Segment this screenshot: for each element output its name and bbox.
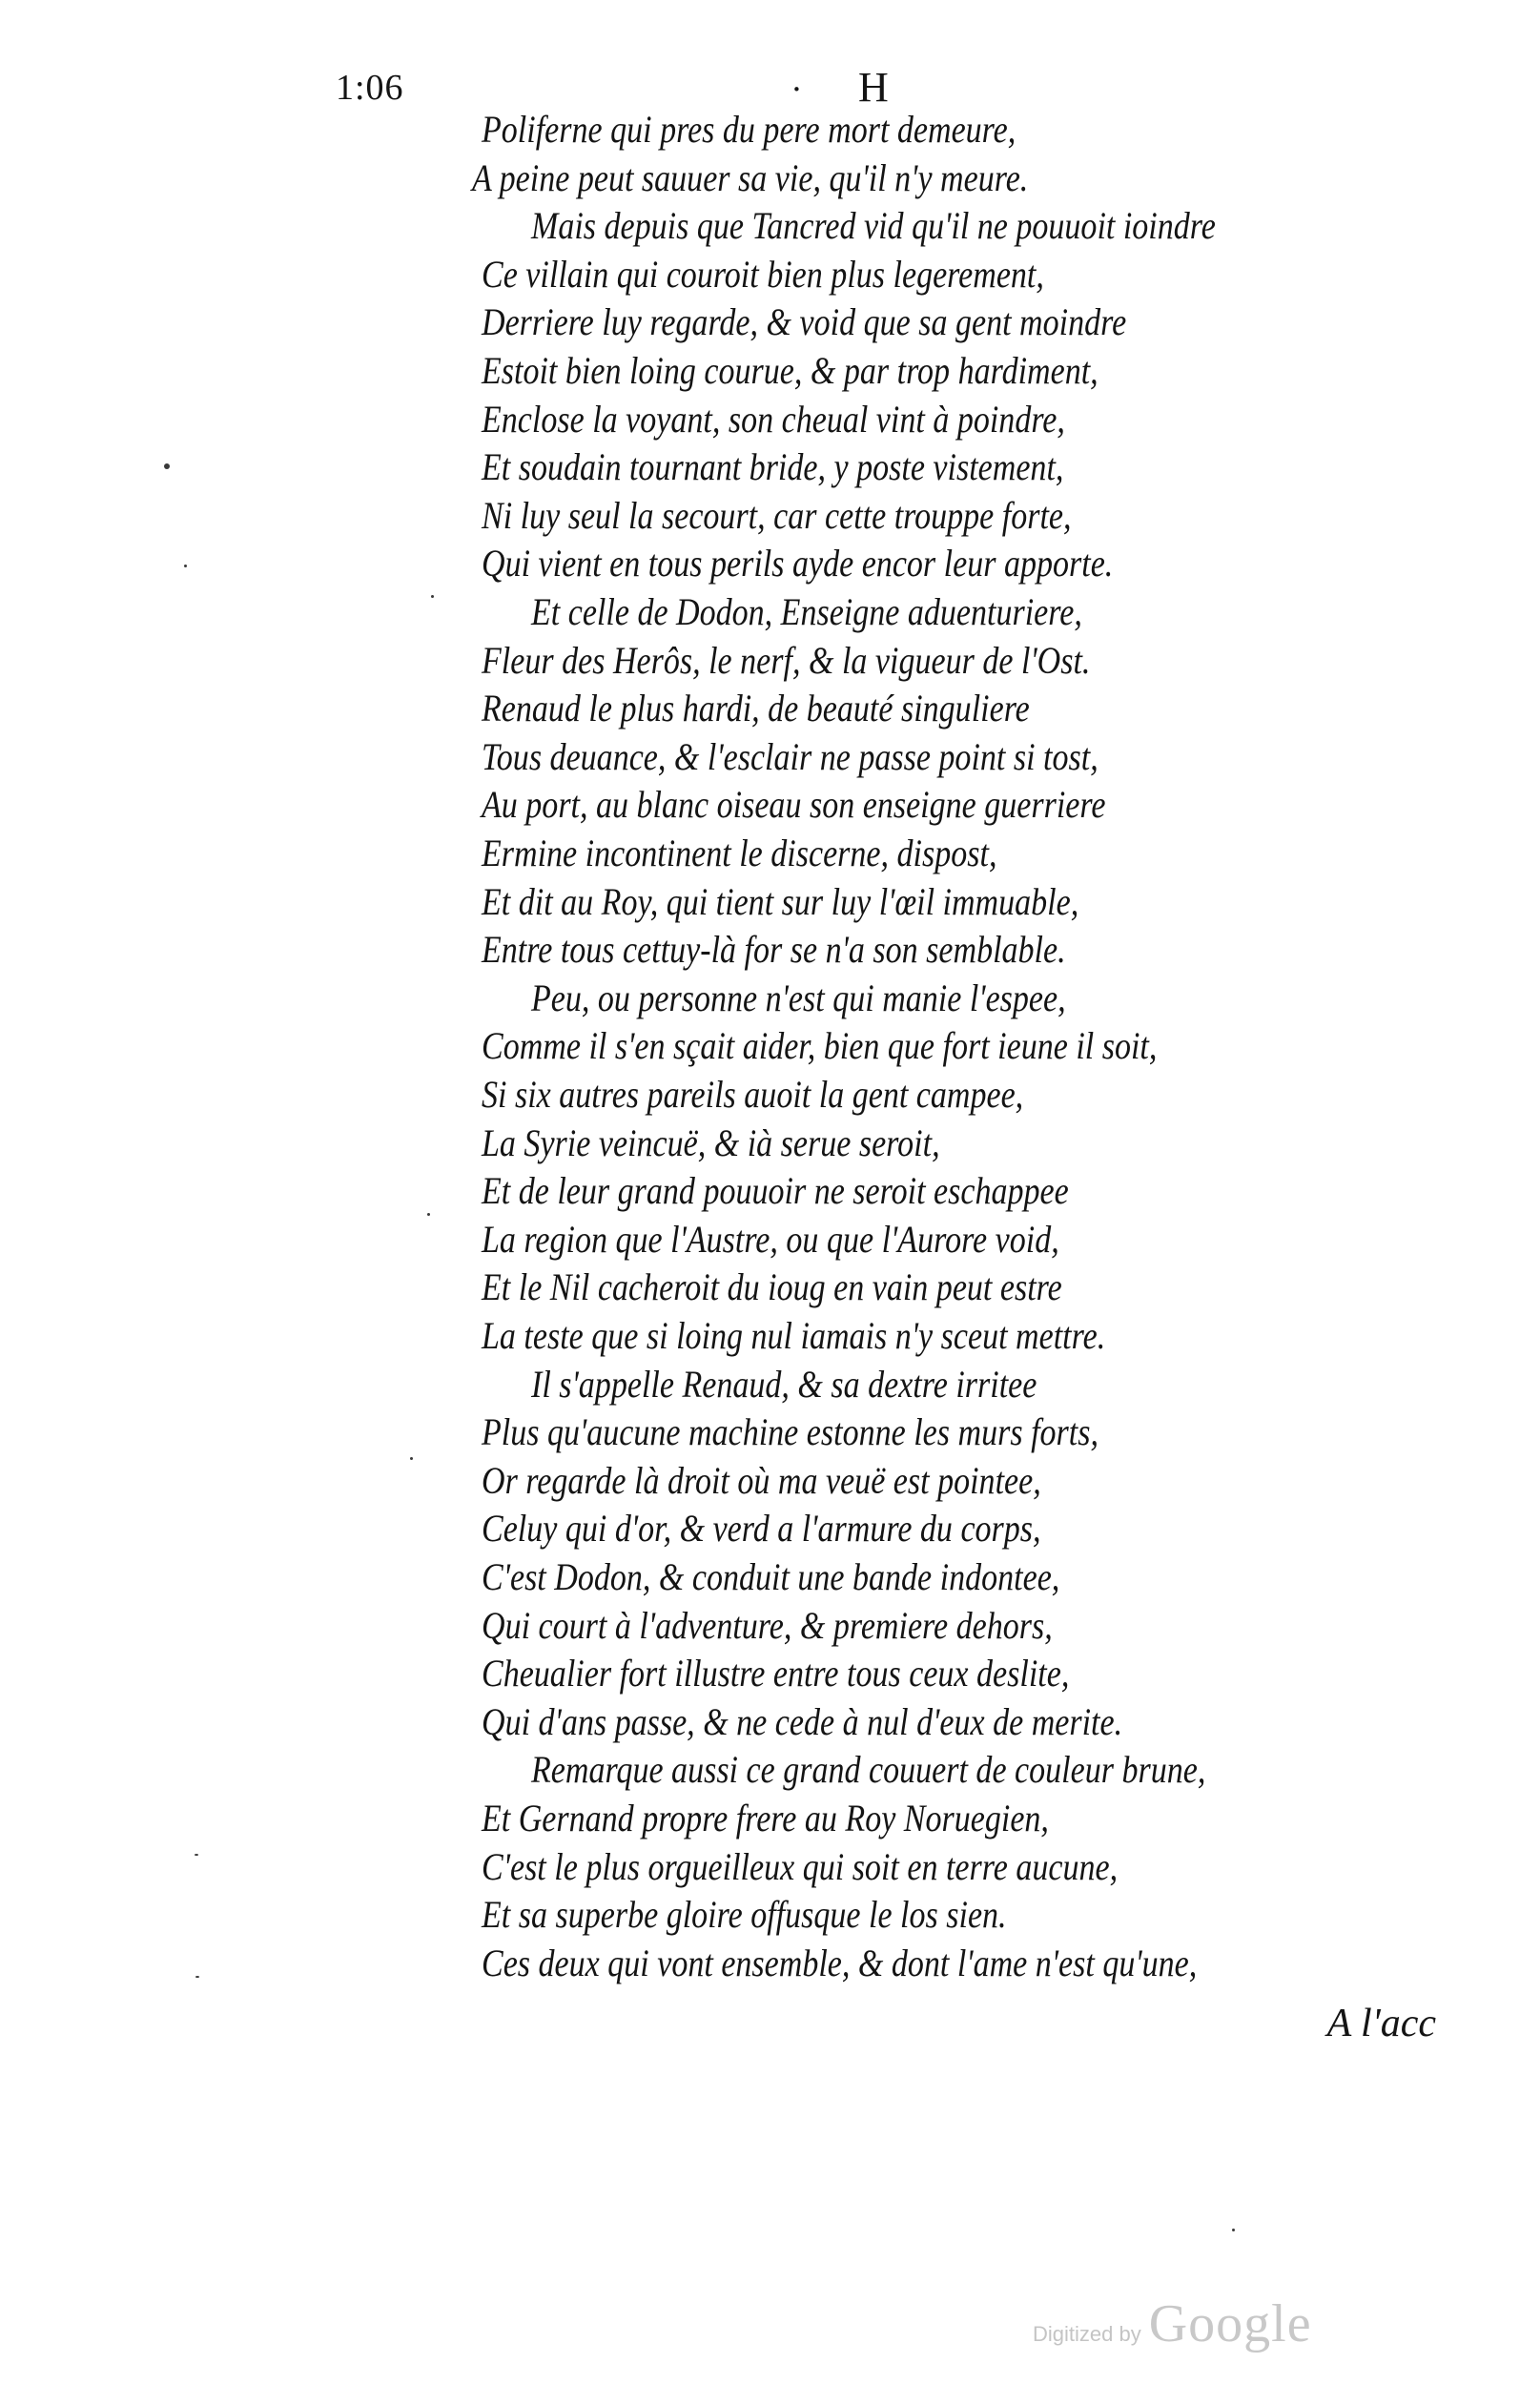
verse-line: Et sa superbe gloire offusque le los sien. [482, 1893, 1007, 1936]
verse-line: Et Gernand propre frere au Roy Noruegien, [482, 1797, 1049, 1839]
watermark-prefix: Digitized by [1033, 2322, 1141, 2346]
ink-speck [431, 595, 434, 598]
ink-speck [410, 1457, 413, 1460]
verse-line: Cheualier fort illustre entre tous ceux deslite, [482, 1652, 1070, 1695]
verse-line: Ermine incontinent le discerne, dispost, [482, 832, 997, 874]
verse-line: Ce villain qui couroit bien plus legerement, [482, 253, 1044, 296]
ink-speck [195, 1976, 199, 1978]
verse-line: Plus qu'aucune machine estonne les murs forts, [482, 1410, 1099, 1453]
verse-line: Et celle de Dodon, Enseigne aduenturiere, [531, 590, 1082, 633]
ink-speck [195, 1854, 198, 1856]
verse-line: Comme il s'en sçait aider, bien que fort ieune il soit, [482, 1024, 1158, 1067]
verse-line: Entre tous cettuy-là for se n'a son semblable. [482, 928, 1066, 971]
verse-line: Celuy qui d'or, & verd a l'armure du corps, [482, 1507, 1041, 1550]
ink-speck [164, 463, 170, 469]
ink-speck [1232, 2229, 1235, 2231]
verse-line: Et le Nil cacheroit du ioug en vain peut estre [482, 1265, 1062, 1308]
verse-line: Il s'appelle Renaud, & sa dextre irritee [531, 1363, 1037, 1406]
verse-line: Poliferne qui pres du pere mort demeure, [482, 108, 1016, 151]
verse-line: Qui d'ans passe, & ne cede à nul d'eux de merite. [482, 1700, 1123, 1743]
ink-speck [184, 565, 187, 567]
verse-line: La region que l'Austre, ou que l'Aurore void, [482, 1218, 1059, 1261]
digitization-watermark [1033, 2293, 1312, 2354]
verse-line: Ni luy seul la secourt, car cette trouppe forte, [482, 494, 1072, 537]
verse-line: Estoit bien loing courue, & par trop hardiment, [482, 349, 1099, 392]
verse-line: Qui court à l'adventure, & premiere dehors, [482, 1604, 1053, 1647]
verse-line: Mais depuis que Tancred vid qu'il ne pouuoit ioindre [531, 204, 1216, 247]
google-logo: Google [1148, 2294, 1312, 2353]
running-head: H [858, 64, 889, 111]
verse-line: Au port, au blanc oiseau son enseigne guerriere [482, 783, 1106, 826]
verse-line: Et dit au Roy, qui tient sur luy l'œil immuable, [482, 880, 1079, 923]
verse-line: Et soudain tournant bride, y poste vistement, [482, 445, 1064, 488]
verse-line: Ces deux qui vont ensemble, & dont l'ame n'est qu'une, [482, 1942, 1198, 1984]
verse-line: Fleur des Herôs, le nerf, & la vigueur de l'Ost. [482, 639, 1091, 682]
ink-speck [427, 1213, 430, 1216]
verse-line: La teste que si loing nul iamais n'y sceut mettre. [482, 1314, 1106, 1357]
catchword: A l'acc [1326, 2002, 1436, 2045]
verse-line: Renaud le plus hardi, de beauté singuliere [482, 687, 1030, 730]
verse-line: Or regarde là droit où ma veuë est pointee, [482, 1459, 1041, 1502]
signature-mark: . [791, 61, 802, 99]
verse-line: Qui vient en tous perils ayde encor leur apporte. [482, 542, 1114, 585]
verse-line: Enclose la voyant, son cheual vint à poindre, [482, 398, 1065, 441]
page-number: 1:06 [336, 68, 404, 108]
verse-line: Peu, ou personne n'est qui manie l'espee, [531, 976, 1066, 1019]
verse-line: A peine peut sauuer sa vie, qu'il n'y meure. [472, 156, 1029, 199]
verse-line: Derriere luy regarde, & void que sa gent moindre [482, 300, 1127, 343]
verse-line: La Syrie veincuë, & ià serue seroit, [482, 1121, 940, 1164]
verse-line: C'est Dodon, & conduit une bande indontee, [482, 1555, 1060, 1598]
verse-line: Si six autres pareils auoit la gent campee, [482, 1073, 1024, 1116]
verse-line: C'est le plus orgueilleux qui soit en terre aucune, [482, 1845, 1119, 1888]
verse-line: Tous deuance, & l'esclair ne passe point si tost, [482, 735, 1099, 778]
verse-line: Et de leur grand pouuoir ne seroit eschappee [482, 1169, 1069, 1212]
verse-line: Remarque aussi ce grand couuert de couleur brune, [531, 1748, 1206, 1791]
